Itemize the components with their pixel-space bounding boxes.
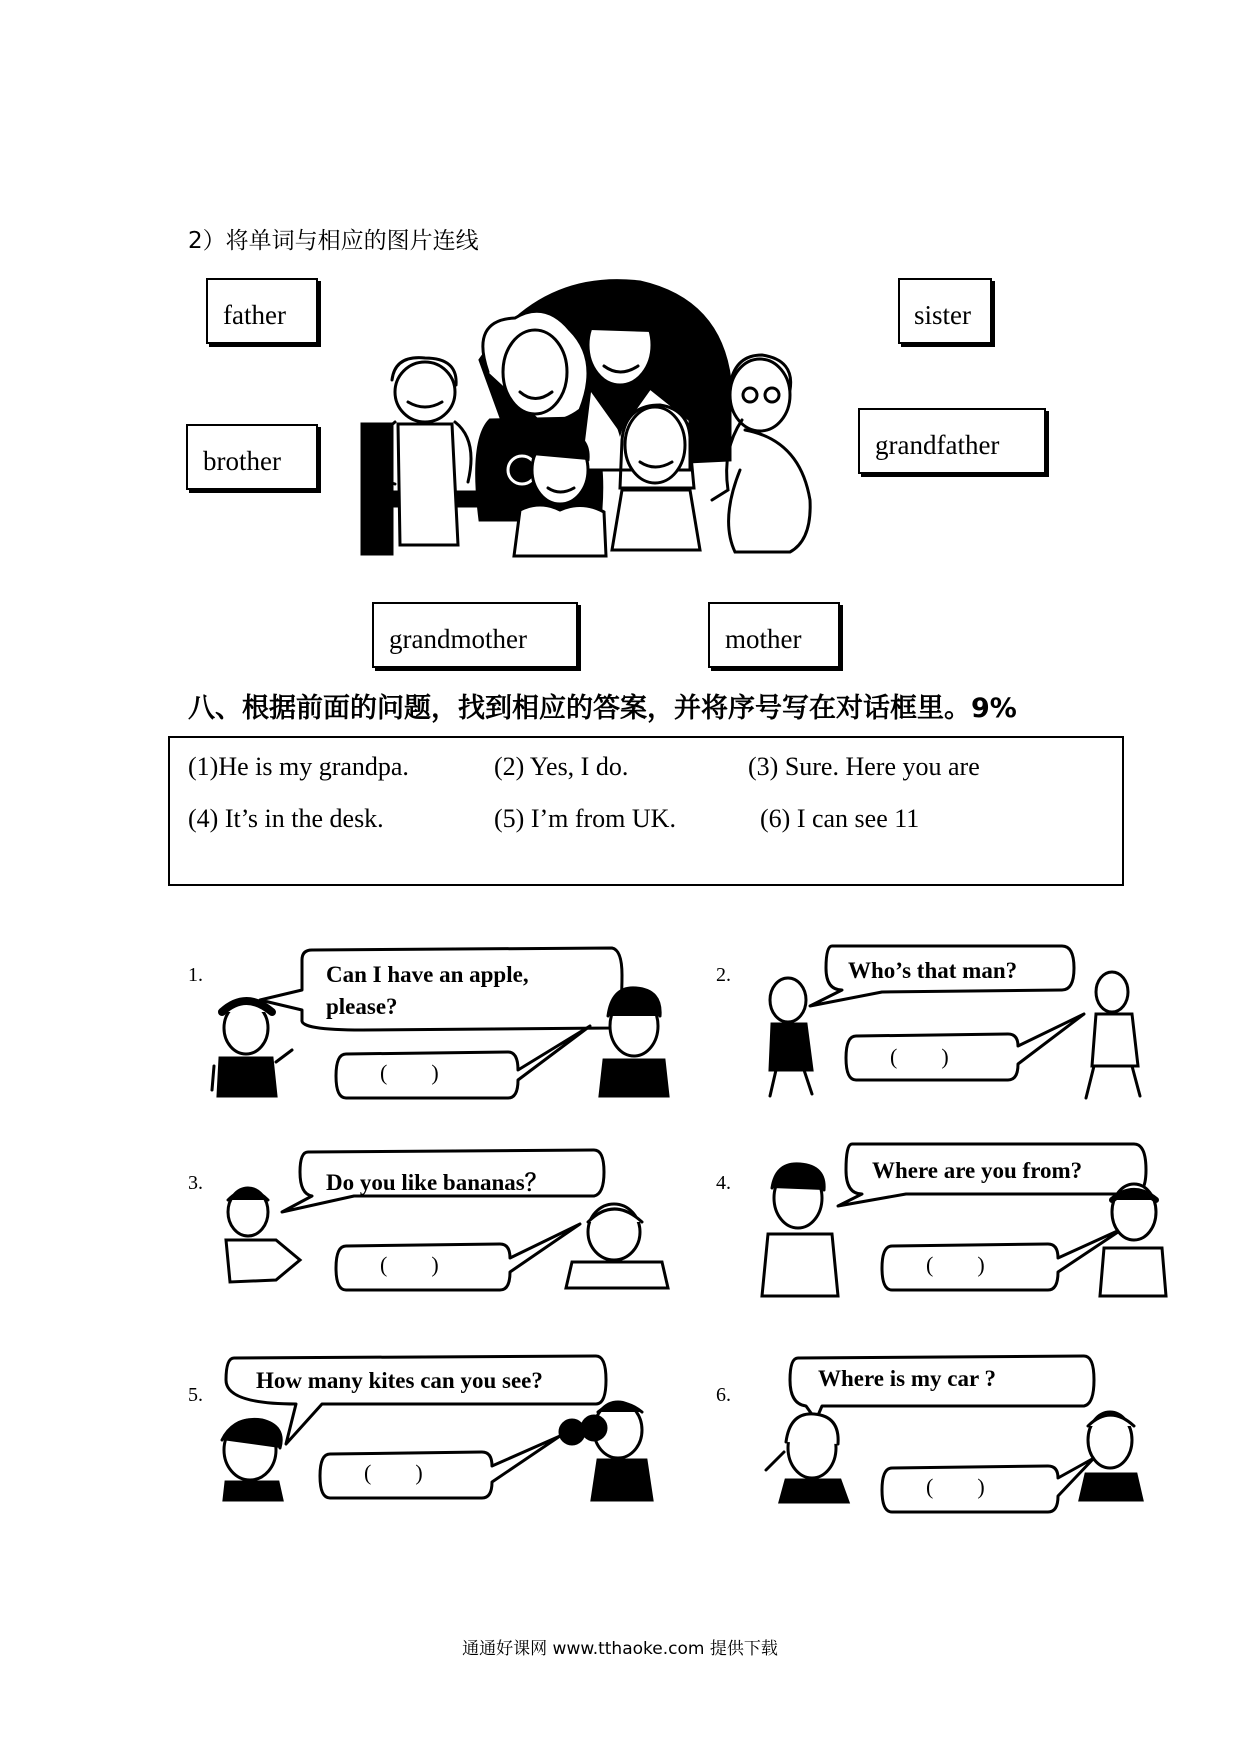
- word-box-grandmother: grandmother: [372, 602, 578, 668]
- dialogue-number-6: 6.: [716, 1384, 731, 1406]
- answer-bubble-3: [336, 1224, 580, 1290]
- answer-blank-3[interactable]: ( ): [380, 1252, 439, 1277]
- dialogue-question-6: Where is my car ?: [818, 1366, 997, 1391]
- answer-bubble-1: [336, 1026, 590, 1098]
- dialogue-question-1: Can I have an apple,: [326, 962, 529, 987]
- answer-option-3: (3) Sure. Here you are: [748, 752, 980, 781]
- answer-blank-5[interactable]: ( ): [364, 1460, 423, 1485]
- dialogue-question-1-line2: please?: [326, 994, 398, 1019]
- figure-4-right: [1100, 1184, 1166, 1296]
- section8-heading: 八、根据前面的问题，找到相应的答案，并将序号写在对话框里。9%: [188, 693, 1017, 724]
- answer-option-1: (1)He is my grandpa.: [188, 752, 409, 781]
- match-instruction: 2）将单词与相应的图片连线: [188, 228, 479, 254]
- figure-5-right: [560, 1402, 652, 1500]
- answer-blank-6[interactable]: ( ): [926, 1474, 985, 1499]
- word-box-grandfather: grandfather: [858, 408, 1046, 474]
- figure-4-left: [762, 1164, 838, 1296]
- word-box-father: father: [206, 278, 318, 344]
- dialogue-question-3: Do you like bananas？: [326, 1170, 548, 1195]
- dialogue-question-4: Where are you from?: [872, 1158, 1083, 1183]
- answer-blank-2[interactable]: ( ): [890, 1044, 949, 1069]
- dialogue-question-5: How many kites can you see?: [256, 1368, 543, 1393]
- answer-blank-4[interactable]: ( ): [926, 1252, 985, 1277]
- figure-3-left: [226, 1188, 300, 1282]
- figure-2-left: [770, 978, 812, 1096]
- figure-5-left: [222, 1419, 282, 1500]
- answer-bubble-4: [882, 1228, 1124, 1290]
- figure-1-right: [600, 988, 668, 1096]
- figure-1-left: [212, 1001, 292, 1096]
- dialogue-number-3: 3.: [188, 1172, 203, 1194]
- dialogue-question-2: Who’s that man?: [848, 958, 1018, 983]
- word-box-mother: mother: [708, 602, 840, 668]
- answer-bubble-6: [882, 1458, 1094, 1512]
- figure-6-left: [766, 1414, 848, 1502]
- dialogue-number-5: 5.: [188, 1384, 203, 1406]
- answer-option-5: (5) I’m from UK.: [494, 804, 676, 833]
- answer-blank-1[interactable]: ( ): [380, 1060, 439, 1085]
- word-box-brother: brother: [186, 424, 318, 490]
- answer-option-4: (4) It’s in the desk.: [188, 804, 384, 833]
- answer-option-2: (2) Yes, I do.: [494, 752, 629, 781]
- dialogue-number-1: 1.: [188, 964, 203, 986]
- answer-option-6: (6) I can see 11: [760, 804, 920, 833]
- answer-bubble-5: [320, 1436, 560, 1498]
- speech-bubble-1: [260, 948, 622, 1030]
- dialogue-number-4: 4.: [716, 1172, 731, 1194]
- figure-2-right: [1086, 972, 1140, 1098]
- figure-6-right: [1080, 1412, 1142, 1500]
- word-box-sister: sister: [898, 278, 992, 344]
- answer-bubble-2: [846, 1014, 1084, 1080]
- figure-3-right: [566, 1204, 668, 1288]
- page-footer: 通通好课网 www.tthaoke.com 提供下载: [462, 1639, 778, 1659]
- dialogue-number-2: 2.: [716, 964, 731, 986]
